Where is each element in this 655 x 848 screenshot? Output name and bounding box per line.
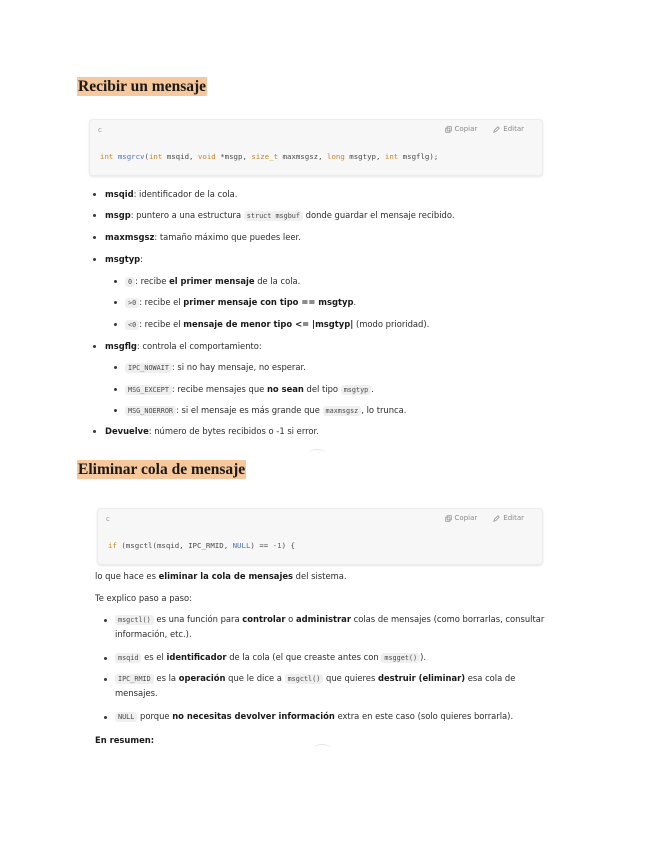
list-bullet [104,716,107,719]
list-bullet [104,678,107,681]
list-item-msgtyp: msgtyp: [105,254,143,264]
list-item-ipc-rmid-continuation: mensajes. [115,688,158,698]
code-line: int msgrcv(int msqid, void *msgp, size_t maxmsgsz, long msgtyp, int msgflg); [100,152,439,161]
list-item-msgtyp-positive: >0 : recibe el primer mensaje con tipo == msgtyp. [125,296,356,309]
edit-code-button[interactable] [493,125,524,133]
section-title-eliminar: Eliminar cola de mensaje [78,461,246,478]
pencil-icon [493,126,500,133]
code-block-msgctl [97,508,543,565]
section-title-recibir: Recibir un mensaje [78,78,207,95]
list-item-msgctl: msgctl() es una función para controlar o administrar colas de mensajes (como borrarlas, consultar [115,613,544,626]
copy-label: Copiar [454,125,478,133]
list-bullet [114,280,117,283]
copy-icon [445,515,452,522]
edit-label: Editar [503,514,524,522]
list-item-devuelve: Devuelve: número de bytes recibidos o -1 si error. [105,426,319,436]
list-item-ipc-rmid: IPC_RMID es la operación que le dice a msgctl() que quieres destruir (eliminar) esa cola de [115,672,515,685]
list-item-msgtyp-negative: <0 : recibe el mensaje de menor tipo <= |msgtyp| (modo prioridad). [125,318,429,331]
list-item-msqid: msqid: identificador de la cola. [105,189,238,199]
code-block-msgrcv [89,119,543,176]
code-language-label: c [98,126,102,134]
list-bullet [93,345,96,348]
list-item-msgctl-continuation: información, etc.). [115,629,192,639]
list-item-maxmsgsz: maxmsgsz: tamaño máximo que puedes leer. [105,232,301,242]
list-item-null: NULL porque no necesitas devolver información extra en este caso (solo quieres borrarla). [115,710,513,723]
code-line: if (msgctl(msqid, IPC_RMID, NULL) == -1) { [108,541,295,550]
pencil-icon [493,515,500,522]
scroll-hint-divider [308,449,326,459]
list-bullet [114,301,117,304]
code-language-label: c [106,515,110,523]
list-item-msgp: msgp: puntero a una estructura struct msgbuf donde guardar el mensaje recibido. [105,210,455,220]
copy-code-button[interactable] [445,125,478,133]
list-item-msg-except: MSG_EXCEPT : recibe mensajes que no sean del tipo msgtyp . [125,383,374,396]
copy-label: Copiar [454,514,478,522]
list-bullet [104,657,107,660]
list-bullet [114,409,117,412]
list-item-ipc-nowait: IPC_NOWAIT : si no hay mensaje, no esperar. [125,361,306,374]
summary-label: En resumen: [95,735,155,745]
list-bullet [114,323,117,326]
list-item-msgflg: msgflg: controla el comportamiento: [105,341,262,351]
paragraph-explanation: lo que hace es eliminar la cola de mensajes del sistema. [95,571,347,581]
list-item-msgtyp-zero: 0 : recibe el primer mensaje de la cola. [125,275,300,288]
list-bullet [104,619,107,622]
list-bullet [93,193,96,196]
paragraph-step-intro: Te explico paso a paso: [95,593,192,603]
edit-code-button[interactable] [493,514,524,522]
scroll-hint-divider [313,744,331,754]
list-bullet [93,258,96,261]
list-bullet [114,366,117,369]
list-item-msqid: msqid es el identificador de la cola (el que creaste antes con msgget() ). [115,651,426,664]
list-item-msg-noerror: MSG_NOERROR : si el mensaje es más grande que maxmsgsz , lo trunca. [125,404,406,417]
list-bullet [114,388,117,391]
edit-label: Editar [503,125,524,133]
list-bullet [93,214,96,217]
list-bullet [93,430,96,433]
list-bullet [93,236,96,239]
copy-code-button[interactable] [445,514,478,522]
copy-icon [445,126,452,133]
